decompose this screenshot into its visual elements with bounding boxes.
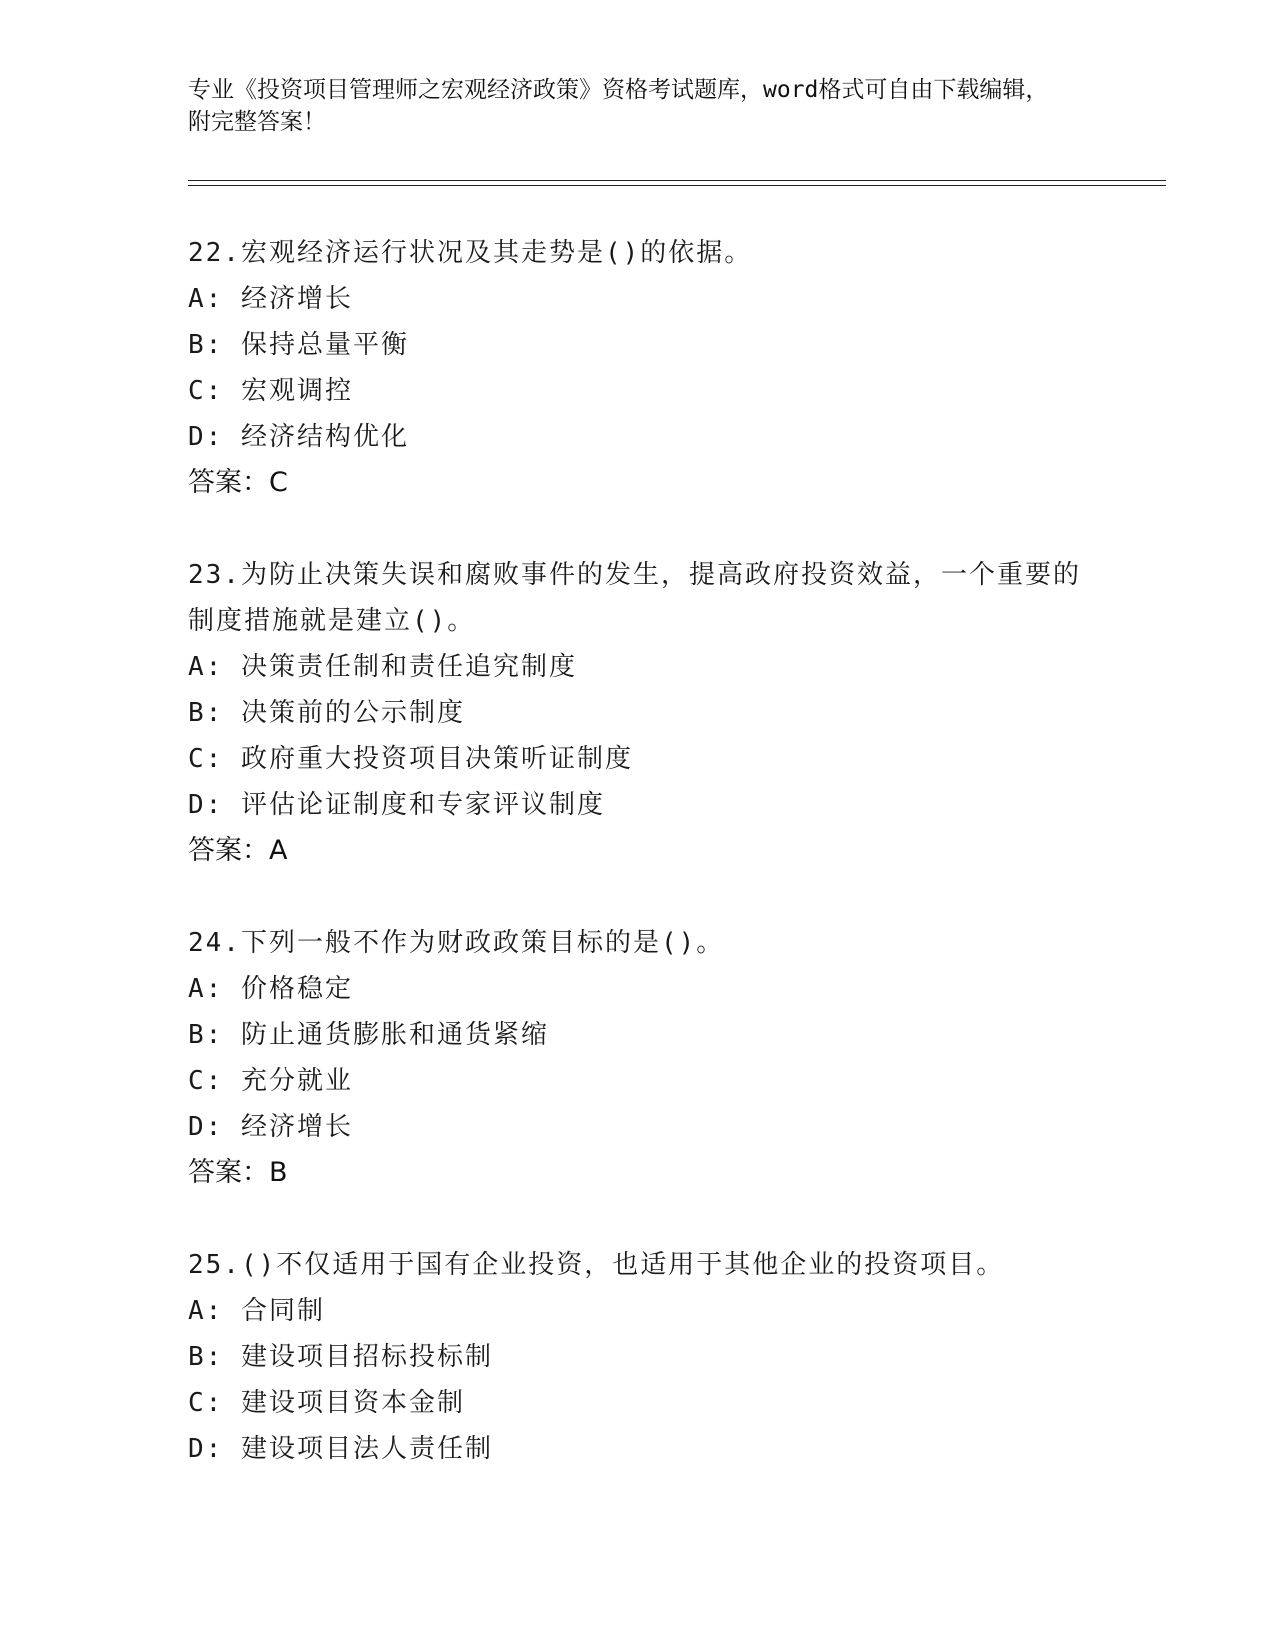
option-a: A: 决策责任制和责任追究制度 <box>188 652 577 682</box>
question-list <box>188 230 1088 1518</box>
question-stem: 25.()不仅适用于国有企业投资，也适用于其他企业的投资项目。 <box>188 1250 1005 1280</box>
option-d: D: 经济增长 <box>188 1112 353 1142</box>
option-a: A: 合同制 <box>188 1296 325 1326</box>
option-b: B: 决策前的公示制度 <box>188 698 465 728</box>
option-b: B: 建设项目招标投标制 <box>188 1342 493 1372</box>
option-c: C: 政府重大投资项目决策听证制度 <box>188 744 633 774</box>
option-d: D: 评估论证制度和专家评议制度 <box>188 790 605 820</box>
answer-line: 答案：C <box>188 467 288 498</box>
question-stem: 24.下列一般不作为财政政策目标的是()。 <box>188 928 725 958</box>
option-c: C: 充分就业 <box>188 1066 353 1096</box>
header-divider <box>188 180 1166 186</box>
option-c: C: 宏观调控 <box>188 376 353 406</box>
option-a: A: 价格稳定 <box>188 974 353 1004</box>
option-d: D: 经济结构优化 <box>188 422 409 452</box>
question-25 <box>188 1242 1088 1472</box>
question-stem: 22.宏观经济运行状况及其走势是()的依据。 <box>188 238 753 268</box>
question-23 <box>188 552 1088 874</box>
question-24 <box>188 920 1088 1196</box>
question-22 <box>188 230 1088 506</box>
option-b: B: 防止通货膨胀和通货紧缩 <box>188 1020 549 1050</box>
answer-line: 答案：A <box>188 835 288 866</box>
option-a: A: 经济增长 <box>188 284 353 314</box>
question-stem: 23.为防止决策失误和腐败事件的发生，提高政府投资效益，一个重要的制度措施就是建立()。 <box>188 560 1081 636</box>
option-c: C: 建设项目资本金制 <box>188 1388 465 1418</box>
option-d: D: 建设项目法人责任制 <box>188 1434 493 1464</box>
option-b: B: 保持总量平衡 <box>188 330 409 360</box>
answer-line: 答案：B <box>188 1157 288 1188</box>
document-header: 专业《投资项目管理师之宏观经济政策》资格考试题库，word格式可自由下载编辑，附完整答案！ <box>188 77 1049 135</box>
